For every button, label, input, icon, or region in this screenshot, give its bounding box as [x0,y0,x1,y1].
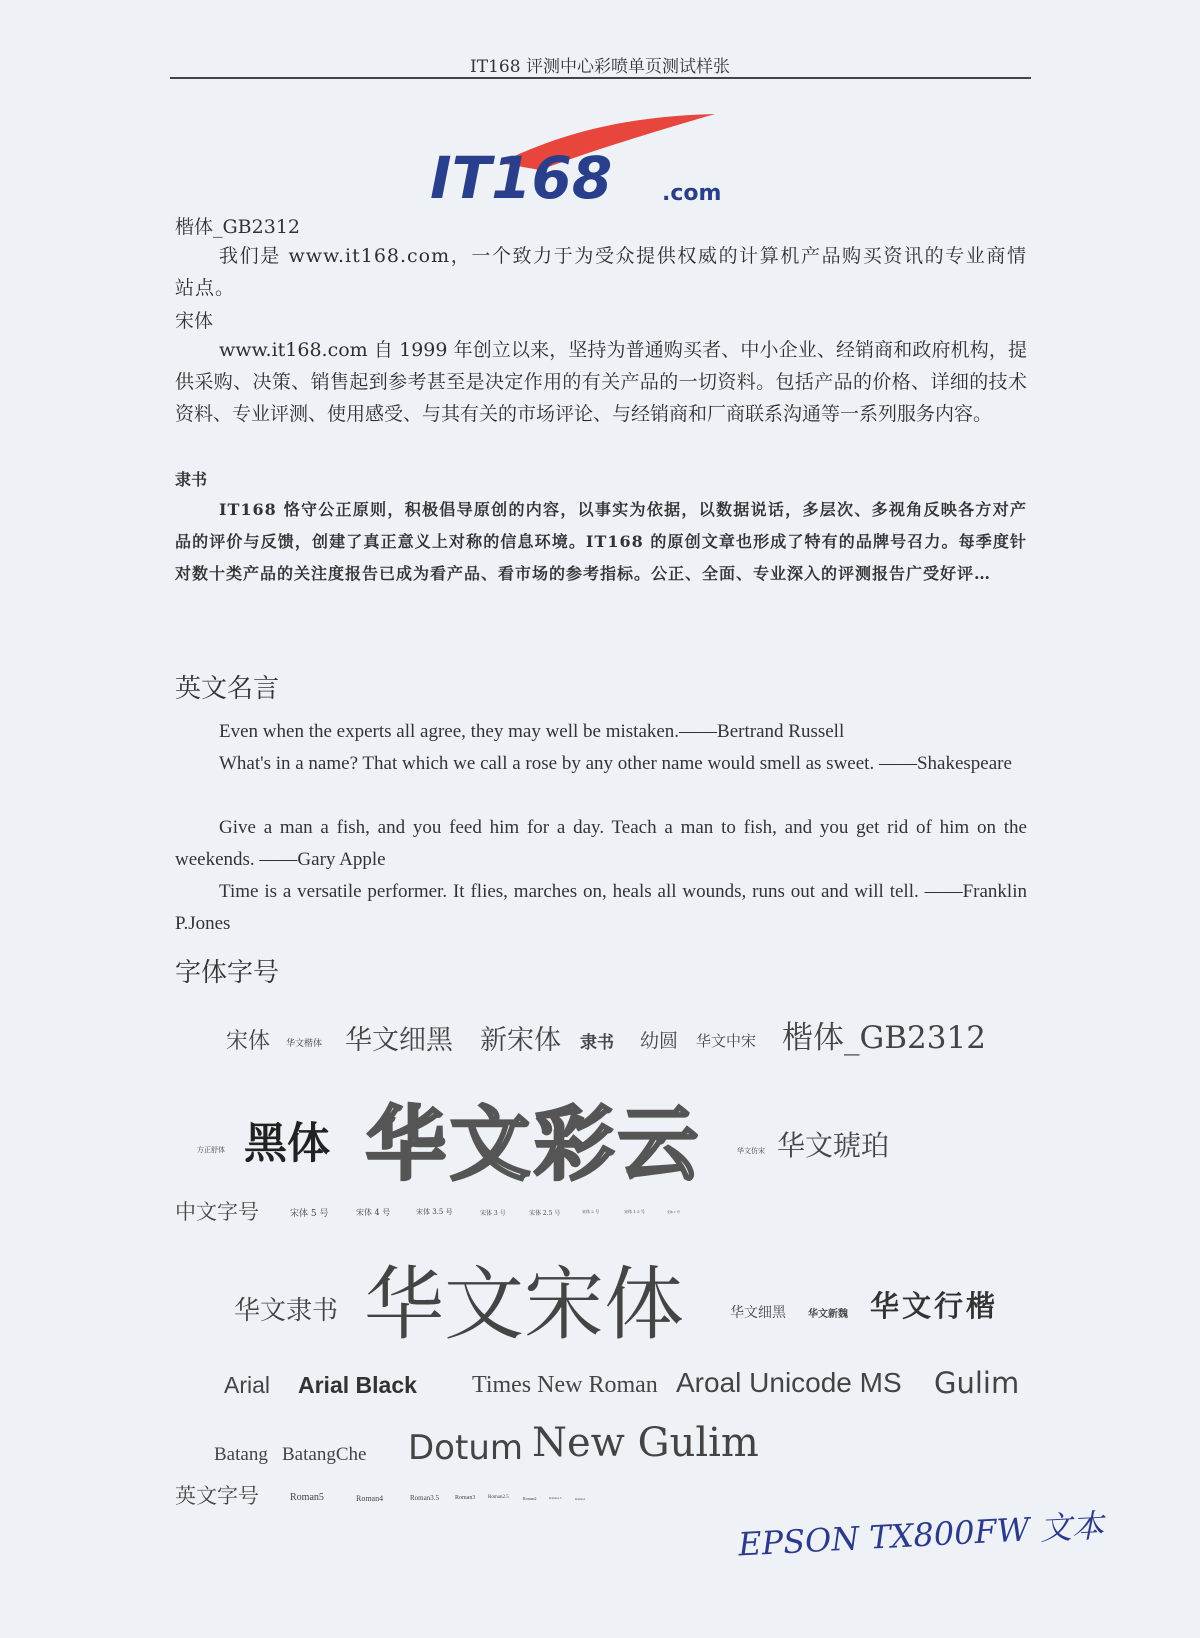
handwritten-signature: EPSON TX800FW 文本 [737,1506,1105,1564]
en-size-1-5: Roman1.5 [549,1496,562,1500]
quote-3: Give a man a fish, and you feed him for a day. Teach a man to fish, and you get rid of him on the weekends. ——Gary Apple [175,817,1027,870]
font-sample-huawen-xihei: 华文细黑 [345,1025,453,1056]
cn-size-2: 宋体 2 号 [582,1209,600,1214]
font-sample-new-gulim: New Gulim [532,1420,759,1466]
font-sample-huawen-caiyun: 华文彩云 [366,1098,702,1191]
it168-logo-graphic [430,108,770,208]
quotes-heading: 英文名言 [175,674,280,704]
font-sample-batangche: BatangChe [282,1444,367,1465]
kaiti-label: 楷体_GB2312 [175,216,300,238]
svg-text:.com: .com [662,181,722,206]
font-sample-gulim: Gulim [934,1366,1020,1400]
font-sample-huawen-lishu: 华文隶书 [234,1296,339,1326]
cn-size-2-5: 宋体 2.5 号 [529,1210,561,1217]
font-sample-lishu: 隶书 [580,1033,614,1053]
quote-4: Time is a versatile performer. It flies, marches on, heals all wounds, runs out and will tell. ——Franklin P.Jones [175,881,1027,934]
cn-size-1-5: 宋体 1.5 号 [624,1209,645,1214]
kaiti-paragraph: 我们是 www.it168.com，一个致力于为受众提供权威的计算机产品购买资讯的专业商情站点。 [175,245,1027,299]
en-size-5: Roman5 [290,1492,324,1503]
en-size-4: Roman4 [356,1494,384,1503]
cn-size-3-5: 宋体 3.5 号 [416,1208,453,1216]
font-sample-arial-unicode: Aroal Unicode MS [676,1367,902,1398]
font-sample-huawen-xingkai: 华文行楷 [870,1289,999,1323]
quote-1: Even when the experts all agree, they may well be mistaken.——Bertrand Russell [219,721,845,742]
songti-paragraph: www.it168.com 自 1999 年创立以来，坚持为普通购买者、中小企业、经销商和政府机构，提供采购、决策、销售起到参考甚至是决定作用的有关产品的一切资料。包括产品的价格、详细的技术资料、专业评测、使用感受、与其有关的市场评论、与经销商和厂商联系沟通等一系列服务内容。 [175,339,1027,425]
cn-size-label: 中文字号 [175,1200,259,1224]
cn-size-1: 宋体 1 号 [667,1210,680,1214]
font-sample-times-new-roman: Times New Roman [472,1372,658,1398]
font-sample-huawen-songti: 华文宋体 [364,1258,684,1351]
font-sample-huawen-kaiti: 华文楷体 [286,1039,323,1049]
font-sample-batang: Batang [214,1444,268,1465]
font-sample-arial: Arial [224,1372,271,1398]
font-sample-fangzheng-shuti: 方正舒体 [197,1146,225,1154]
it168-logo [430,108,770,208]
font-sample-songti: 宋体 [226,1029,271,1054]
en-size-label: 英文字号 [175,1484,259,1508]
font-sample-huawen-xinwei: 华文新魏 [808,1309,848,1320]
cn-size-4: 宋体 4 号 [356,1208,391,1217]
cn-size-5: 宋体 5 号 [290,1209,329,1219]
page-header-title: IT168 评测中心彩喷单页测试样张 [470,57,730,77]
font-sample-xin-songti: 新宋体 [480,1025,561,1056]
font-sample-huawen-xihei-small: 华文细黑 [730,1305,786,1321]
font-sample-youyuan: 幼圆 [640,1030,679,1052]
font-sample-huawen-zhongsong: 华文中宋 [696,1032,757,1050]
en-size-3-5: Roman3.5 [410,1494,439,1502]
en-size-2-5: Roman2.5 [488,1495,509,1500]
quote-2: What's in a name? That which we call a rose by any other name would smell as sweet. ——Shakespeare [219,753,1012,774]
fonts-heading: 字体字号 [175,958,280,988]
font-sample-arial-black: Arial Black [298,1372,417,1398]
svg-text:IT168: IT168 [430,144,613,208]
en-size-1: Roman1 [575,1497,586,1501]
font-sample-heiti: 黑体 [244,1119,330,1169]
header-rule [170,77,1031,79]
en-size-3: Roman3 [455,1495,476,1501]
songti-label: 宋体 [175,310,214,332]
lishu-paragraph: IT168 恪守公正原则，积极倡导原创的内容，以事实为依据，以数据说话，多层次、多视角反映各方对产品的评价与反馈，创建了真正意义上对称的信息环境。IT168 的原创文章也形成了特有的品牌号召力。每季度针对数十类产品的关注度报告已成为看产品、看市场的参考指标。公正、全面、专业深入的评测报告广受好评… [175,500,1027,583]
font-sample-huawen-fangsong: 华文仿宋 [737,1147,765,1155]
en-size-2: Roman2 [523,1496,537,1501]
font-sample-huawen-hupo: 华文琥珀 [777,1129,890,1162]
cn-size-3: 宋体 3 号 [480,1210,506,1217]
font-sample-dotum: Dotum [408,1428,523,1468]
font-sample-kaiti-gb2312: 楷体_GB2312 [782,1020,986,1056]
lishu-label: 隶书 [175,470,208,489]
